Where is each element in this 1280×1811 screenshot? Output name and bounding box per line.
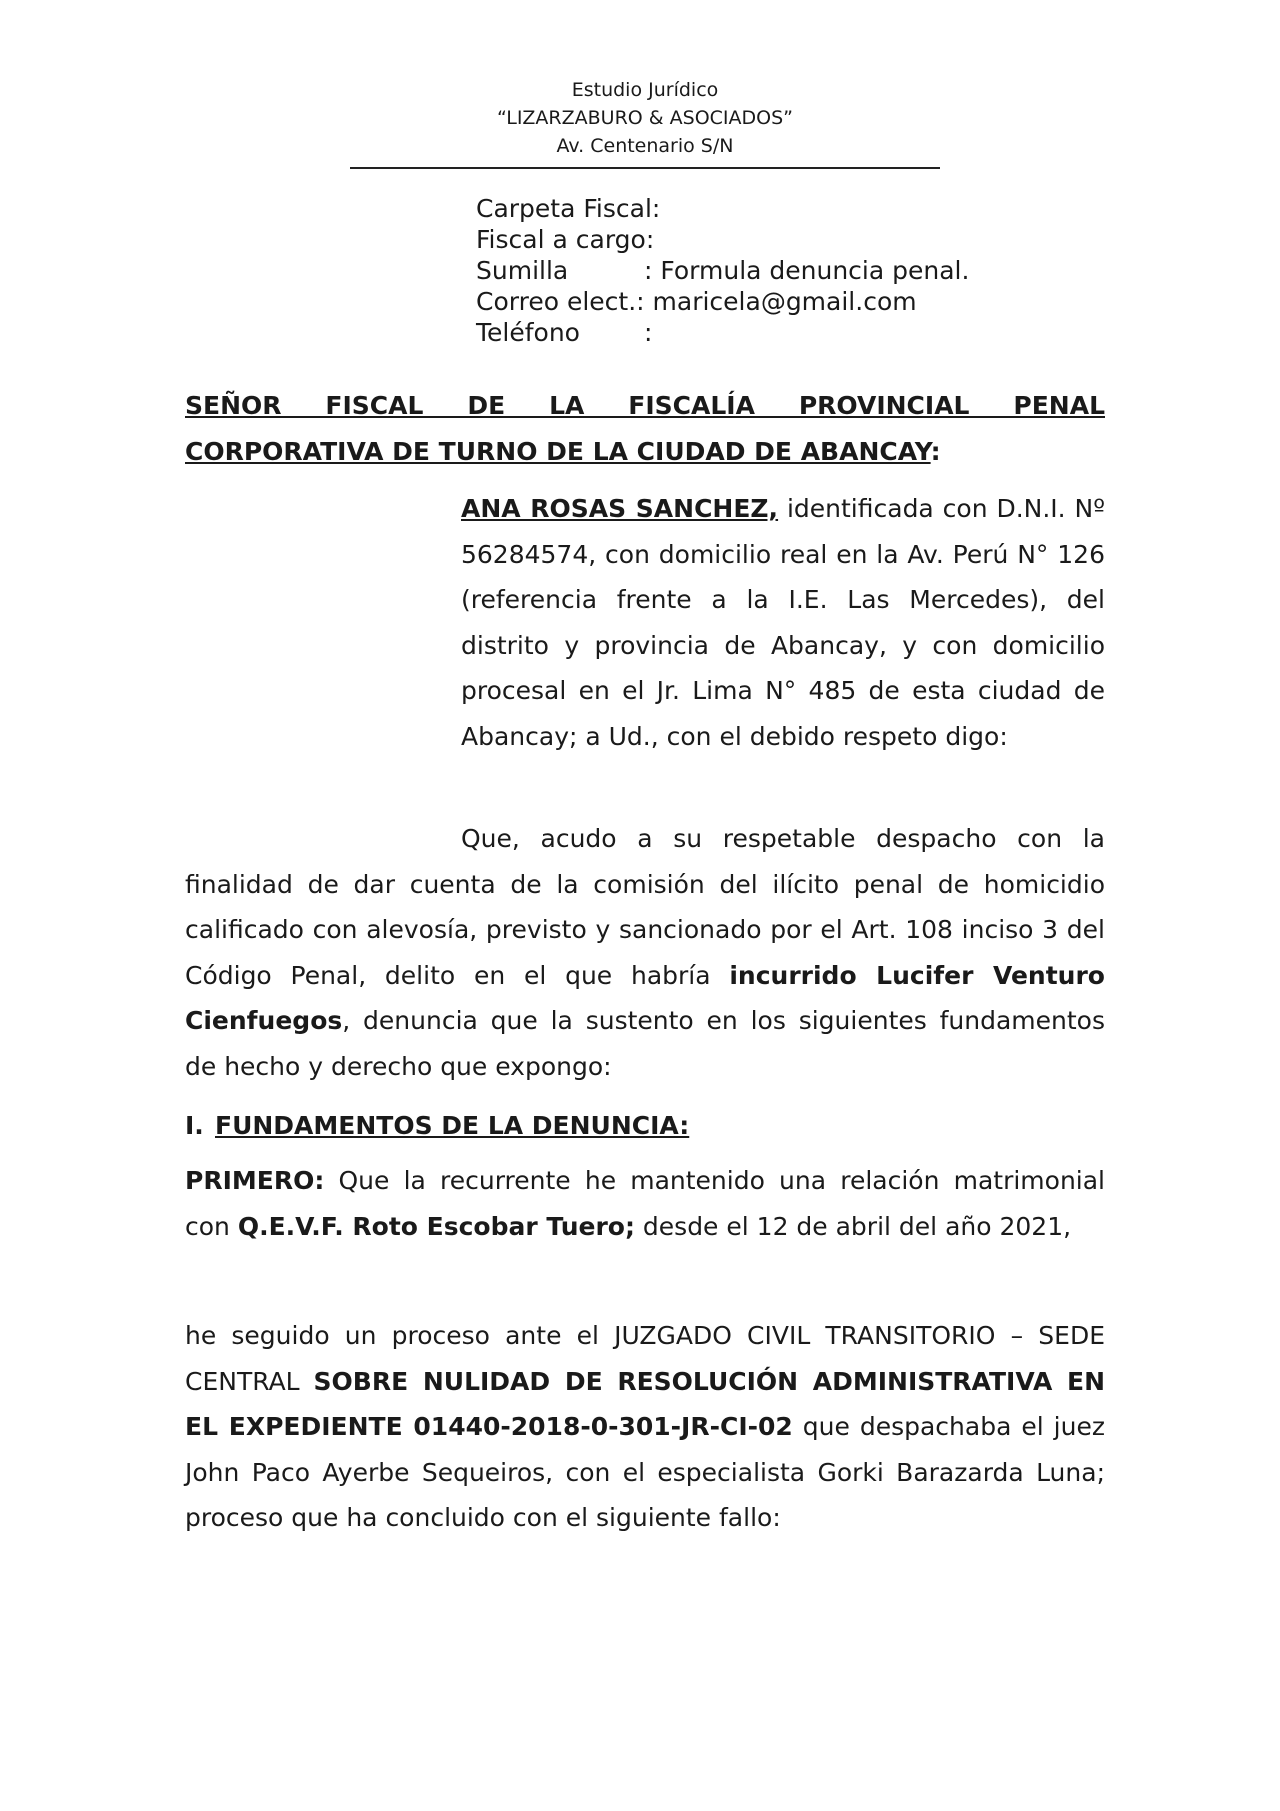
correo-row (476, 286, 969, 317)
primero-label: PRIMERO: (185, 1166, 325, 1195)
section-heading (185, 1103, 689, 1148)
firm-name: “LIZARZABURO & ASOCIADOS” (496, 107, 794, 129)
telefono-label: Teléfono (476, 318, 580, 347)
process-text-1: he seguido un proceso ante el JUZGADO CIVIL TRANSITORIO – SEDE CENTRAL (185, 1321, 1105, 1396)
process-subject: SOBRE NULIDAD DE RESOLUCIÓN ADMINISTRATIVA EN EL EXPEDIENTE 01440-2018-0-301-JR-CI-02 (185, 1366, 1105, 1441)
letterhead-divider (350, 167, 940, 169)
addressee-line-2: CORPORATIVA DE TURNO DE LA CIUDAD DE ABANCAY (185, 436, 931, 466)
addressee (185, 383, 1105, 474)
primero-text-1: Que la recurrente he mantenido una relación matrimonial con (185, 1166, 1105, 1241)
accused-name: incurrido Lucifer Venturo Cienfuegos (185, 960, 1105, 1035)
primero-text-2: desde el 12 de abril del año 2021, (634, 1211, 1072, 1241)
telefono-row (476, 317, 969, 348)
addressee-colon: : (930, 436, 941, 466)
fiscal-a-cargo: Fiscal a cargo: (476, 225, 655, 254)
primero-paragraph (185, 1158, 1105, 1249)
applicant-paragraph (461, 486, 1105, 759)
applicant-details: identificada con D.N.I. Nº 56284574, con domicilio real en la Av. Perú N° 126 (referencia frente a la I.E. Las Mercedes), del distrito y provincia de Abancay, y con domicilio procesal en el Jr. Lima N° 485 de esta ciudad de Abancay; a Ud., con el debido respeto digo: (461, 494, 1106, 751)
firm-address: Av. Centenario S/N (556, 135, 734, 157)
intro-paragraph (185, 816, 1105, 1089)
correo-label: Correo elect. (476, 287, 637, 316)
firm-type: Estudio Jurídico (571, 79, 719, 101)
intro-text-1: Que, acudo a su respetable despacho con la finalidad de dar cuenta de la comisión del ilícito penal de homicidio calificado con alevosía, previsto y sancionado por el Art. 108 inciso 3 del Código Penal, delito en el que habría (185, 824, 1105, 990)
spouse-name: Q.E.V.F. Roto Escobar Tuero; (237, 1211, 635, 1241)
section-title: FUNDAMENTOS DE LA DENUNCIA: (215, 1111, 690, 1140)
process-text-2: que despachaba el juez John Paco Ayerbe Sequeiros, con el especialista Gorki Barazarda Luna; proceso que ha concluido con el siguiente fallo: (185, 1412, 1105, 1532)
sumilla-row (476, 255, 969, 286)
sumilla-label: Sumilla (476, 256, 569, 285)
telefono-value: : (644, 318, 653, 347)
section-number: I. (185, 1111, 204, 1140)
process-paragraph (185, 1313, 1105, 1541)
correo-value: : maricela@gmail.com (636, 287, 917, 316)
carpeta-fiscal: Carpeta Fiscal: (476, 194, 661, 223)
intro-text-2: , denuncia que la sustento en los siguientes fundamentos de hecho y derecho que expongo: (185, 1006, 1105, 1081)
letterhead (350, 76, 940, 160)
addressee-line-1: SEÑOR FISCAL DE LA FISCALÍA PROVINCIAL PENAL (185, 391, 1105, 420)
reference-block (476, 193, 969, 348)
sumilla-value: : Formula denuncia penal. (644, 256, 970, 285)
addressee-line-2-wrap (185, 429, 1105, 475)
applicant-name: ANA ROSAS SANCHEZ, (461, 494, 779, 523)
